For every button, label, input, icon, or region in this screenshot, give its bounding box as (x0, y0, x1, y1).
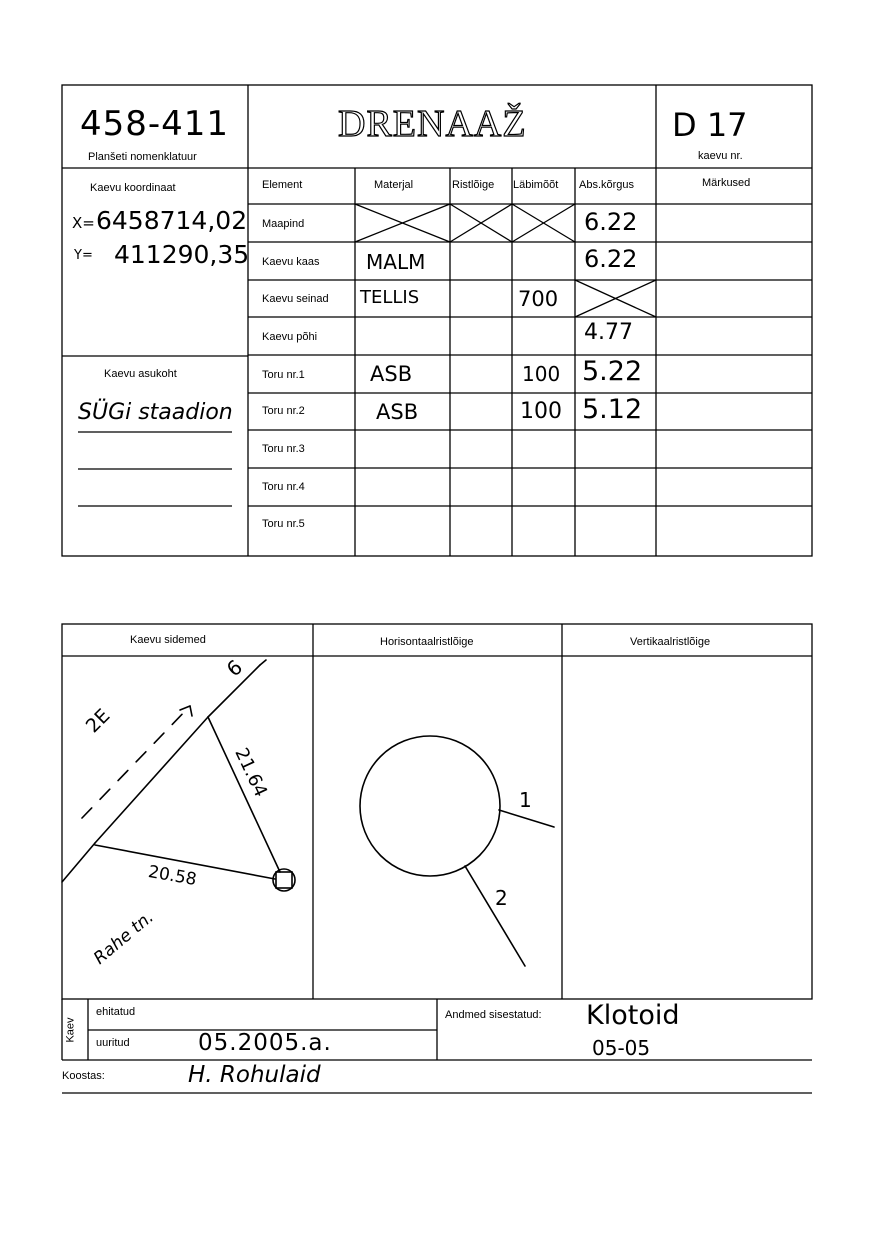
row-material: TELLIS (360, 287, 420, 308)
nomenclature-value: 458-411 (80, 104, 230, 144)
row-abs-height: 4.77 (584, 320, 633, 345)
x-coordinate-value: 6458714,02 (96, 206, 248, 235)
row-abs-height: 6.22 (584, 208, 638, 236)
compiled-label: Koostas: (62, 1070, 105, 1082)
nomenclature-label: Planšeti nomenklatuur (88, 151, 197, 163)
row-abs-height: 5.12 (582, 394, 643, 425)
y-coordinate-value: 411290,35 (114, 240, 250, 269)
sketch-label-street: Rahe tn. (89, 907, 158, 969)
row-material: ASB (376, 400, 419, 424)
vertical-section-header: Vertikaalristlõige (630, 636, 711, 648)
row-element: Maapind (262, 218, 305, 230)
row-abs-height: 6.22 (584, 245, 638, 273)
row-element: Kaevu põhi (262, 331, 318, 343)
row-element: Toru nr.5 (262, 518, 305, 530)
page-title: DRENAAŽ (338, 103, 527, 145)
data-entered-name: Klotoid (586, 1000, 680, 1031)
header-abs-height: Abs.kõrgus (579, 179, 635, 191)
y-prefix: Y= (74, 248, 93, 263)
row-element: Toru nr.2 (262, 405, 305, 417)
surveyed-value: 05.2005.a. (198, 1030, 332, 1056)
compiled-value: H. Rohulaid (188, 1062, 321, 1088)
header-cross-section: Ristlõige (452, 179, 495, 191)
data-entered-label: Andmed sisestatud: (445, 1009, 542, 1021)
ties-header: Kaevu sidemed (130, 634, 206, 646)
well-number-label: kaevu nr. (698, 150, 743, 162)
location-label: Kaevu asukoht (104, 368, 177, 380)
row-element: Toru nr.4 (262, 481, 305, 493)
row-element: Kaevu seinad (262, 293, 329, 305)
x-prefix: X= (72, 214, 95, 232)
header-element: Element (262, 179, 303, 191)
sketch-label-2e: 2E (81, 704, 115, 738)
sketch-label-20-58: 20.58 (146, 861, 199, 891)
coordinates-label: Kaevu koordinaat (90, 182, 176, 194)
surveyed-label: uuritud (96, 1037, 130, 1049)
location-value: SÜGi staadion (78, 400, 233, 425)
header-material: Materjal (374, 179, 414, 191)
row-element: Kaevu kaas (262, 256, 320, 268)
data-entered-date: 05-05 (592, 1036, 651, 1060)
row-diameter: 700 (518, 287, 559, 311)
header-diameter: Läbimõõt (513, 179, 559, 191)
well-number-value: D 17 (672, 106, 748, 144)
row-element: Toru nr.1 (262, 369, 305, 381)
row-diameter: 100 (520, 399, 562, 424)
horizontal-section-header: Horisontaalristlõige (380, 636, 474, 648)
header-remarks: Märkused (702, 177, 751, 189)
pipe-label-2: 2 (495, 886, 508, 910)
sketch-label-21-64: 21.64 (230, 744, 272, 801)
built-label: ehitatud (96, 1006, 136, 1018)
row-material: ASB (370, 362, 413, 386)
row-abs-height: 5.22 (582, 356, 643, 387)
pipe-label-1: 1 (519, 788, 532, 812)
row-element: Toru nr.3 (262, 443, 305, 455)
row-diameter: 100 (522, 362, 561, 386)
row-material: MALM (366, 250, 426, 274)
sketch-label-6: 6 (221, 654, 247, 682)
well-side-label: Kaev (64, 1017, 77, 1043)
